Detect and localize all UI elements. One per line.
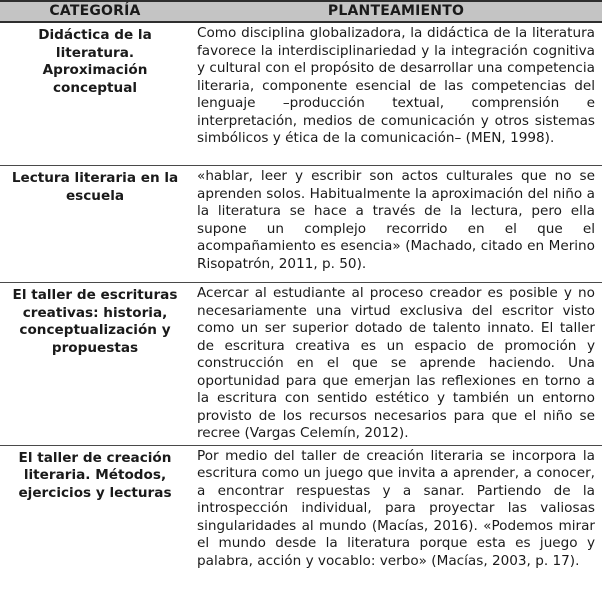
planteamiento-cell: Por medio del taller de creación literaria se incorpora la escritura como un juego que invita a aprender, a conocer, a encontrar respuestas y a sanar. Partiendo de la introspección individual, para proyectar las valiosas singularidades al mundo (Macías, 2016). «Podemos mirar el mundo desde la literatura porque esta es juego y palabra, acción y vocablo: verbo» (Macías, 2003, p. 17). <box>190 445 602 591</box>
table-header-row <box>0 1 602 22</box>
planteamiento-cell: Como disciplina globalizadora, la didáctica de la literatura favorece la interdisciplinariedad y la integración cognitiva y cultural con el propósito de desarrollar una competencia literaria, componente esencial de las competencias del lenguaje –producción textual, comprensión e interpretación, medios de comunicación y otros sistemas simbólicos y ética de la comunicación– (MEN, 1998). <box>190 22 602 166</box>
category-cell: El taller de escrituras creativas: historia, conceptualización y propuestas <box>0 283 190 446</box>
table-row <box>0 22 602 166</box>
planteamiento-cell: «hablar, leer y escribir son actos culturales que no se aprenden solos. Habitualmente la aproximación del niño a la literatura se hace a través de la lectura, pero ella supone un complejo recorrido en el que el acompañamiento es esencia» (Machado, citado en Merino Risopatrón, 2011, p. 50). <box>190 166 602 283</box>
table-row <box>0 283 602 446</box>
category-cell: Lectura literaria en la escuela <box>0 166 190 283</box>
column-header-planteamiento: PLANTEAMIENTO <box>190 1 602 22</box>
column-header-categoria: CATEGORÍA <box>0 1 190 22</box>
category-cell: Didáctica de la literatura. Aproximación conceptual <box>0 22 190 166</box>
category-cell: El taller de creación literaria. Métodos, ejercicios y lecturas <box>0 445 190 591</box>
planteamiento-cell: Acercar al estudiante al proceso creador es posible y no necesariamente una virtud exclusiva del escritor visto como un ser superior dotado de talento innato. El taller de escritura creativa es un espacio de promoción y construcción en el que se aprende haciendo. Una oportunidad para que emerjan las reflexiones en torno a la escritura con sentido estético y también un entorno provisto de los recursos necesarios para que el niño se recree (Vargas Celemín, 2012). <box>190 283 602 446</box>
table-row <box>0 445 602 591</box>
table-row <box>0 166 602 283</box>
